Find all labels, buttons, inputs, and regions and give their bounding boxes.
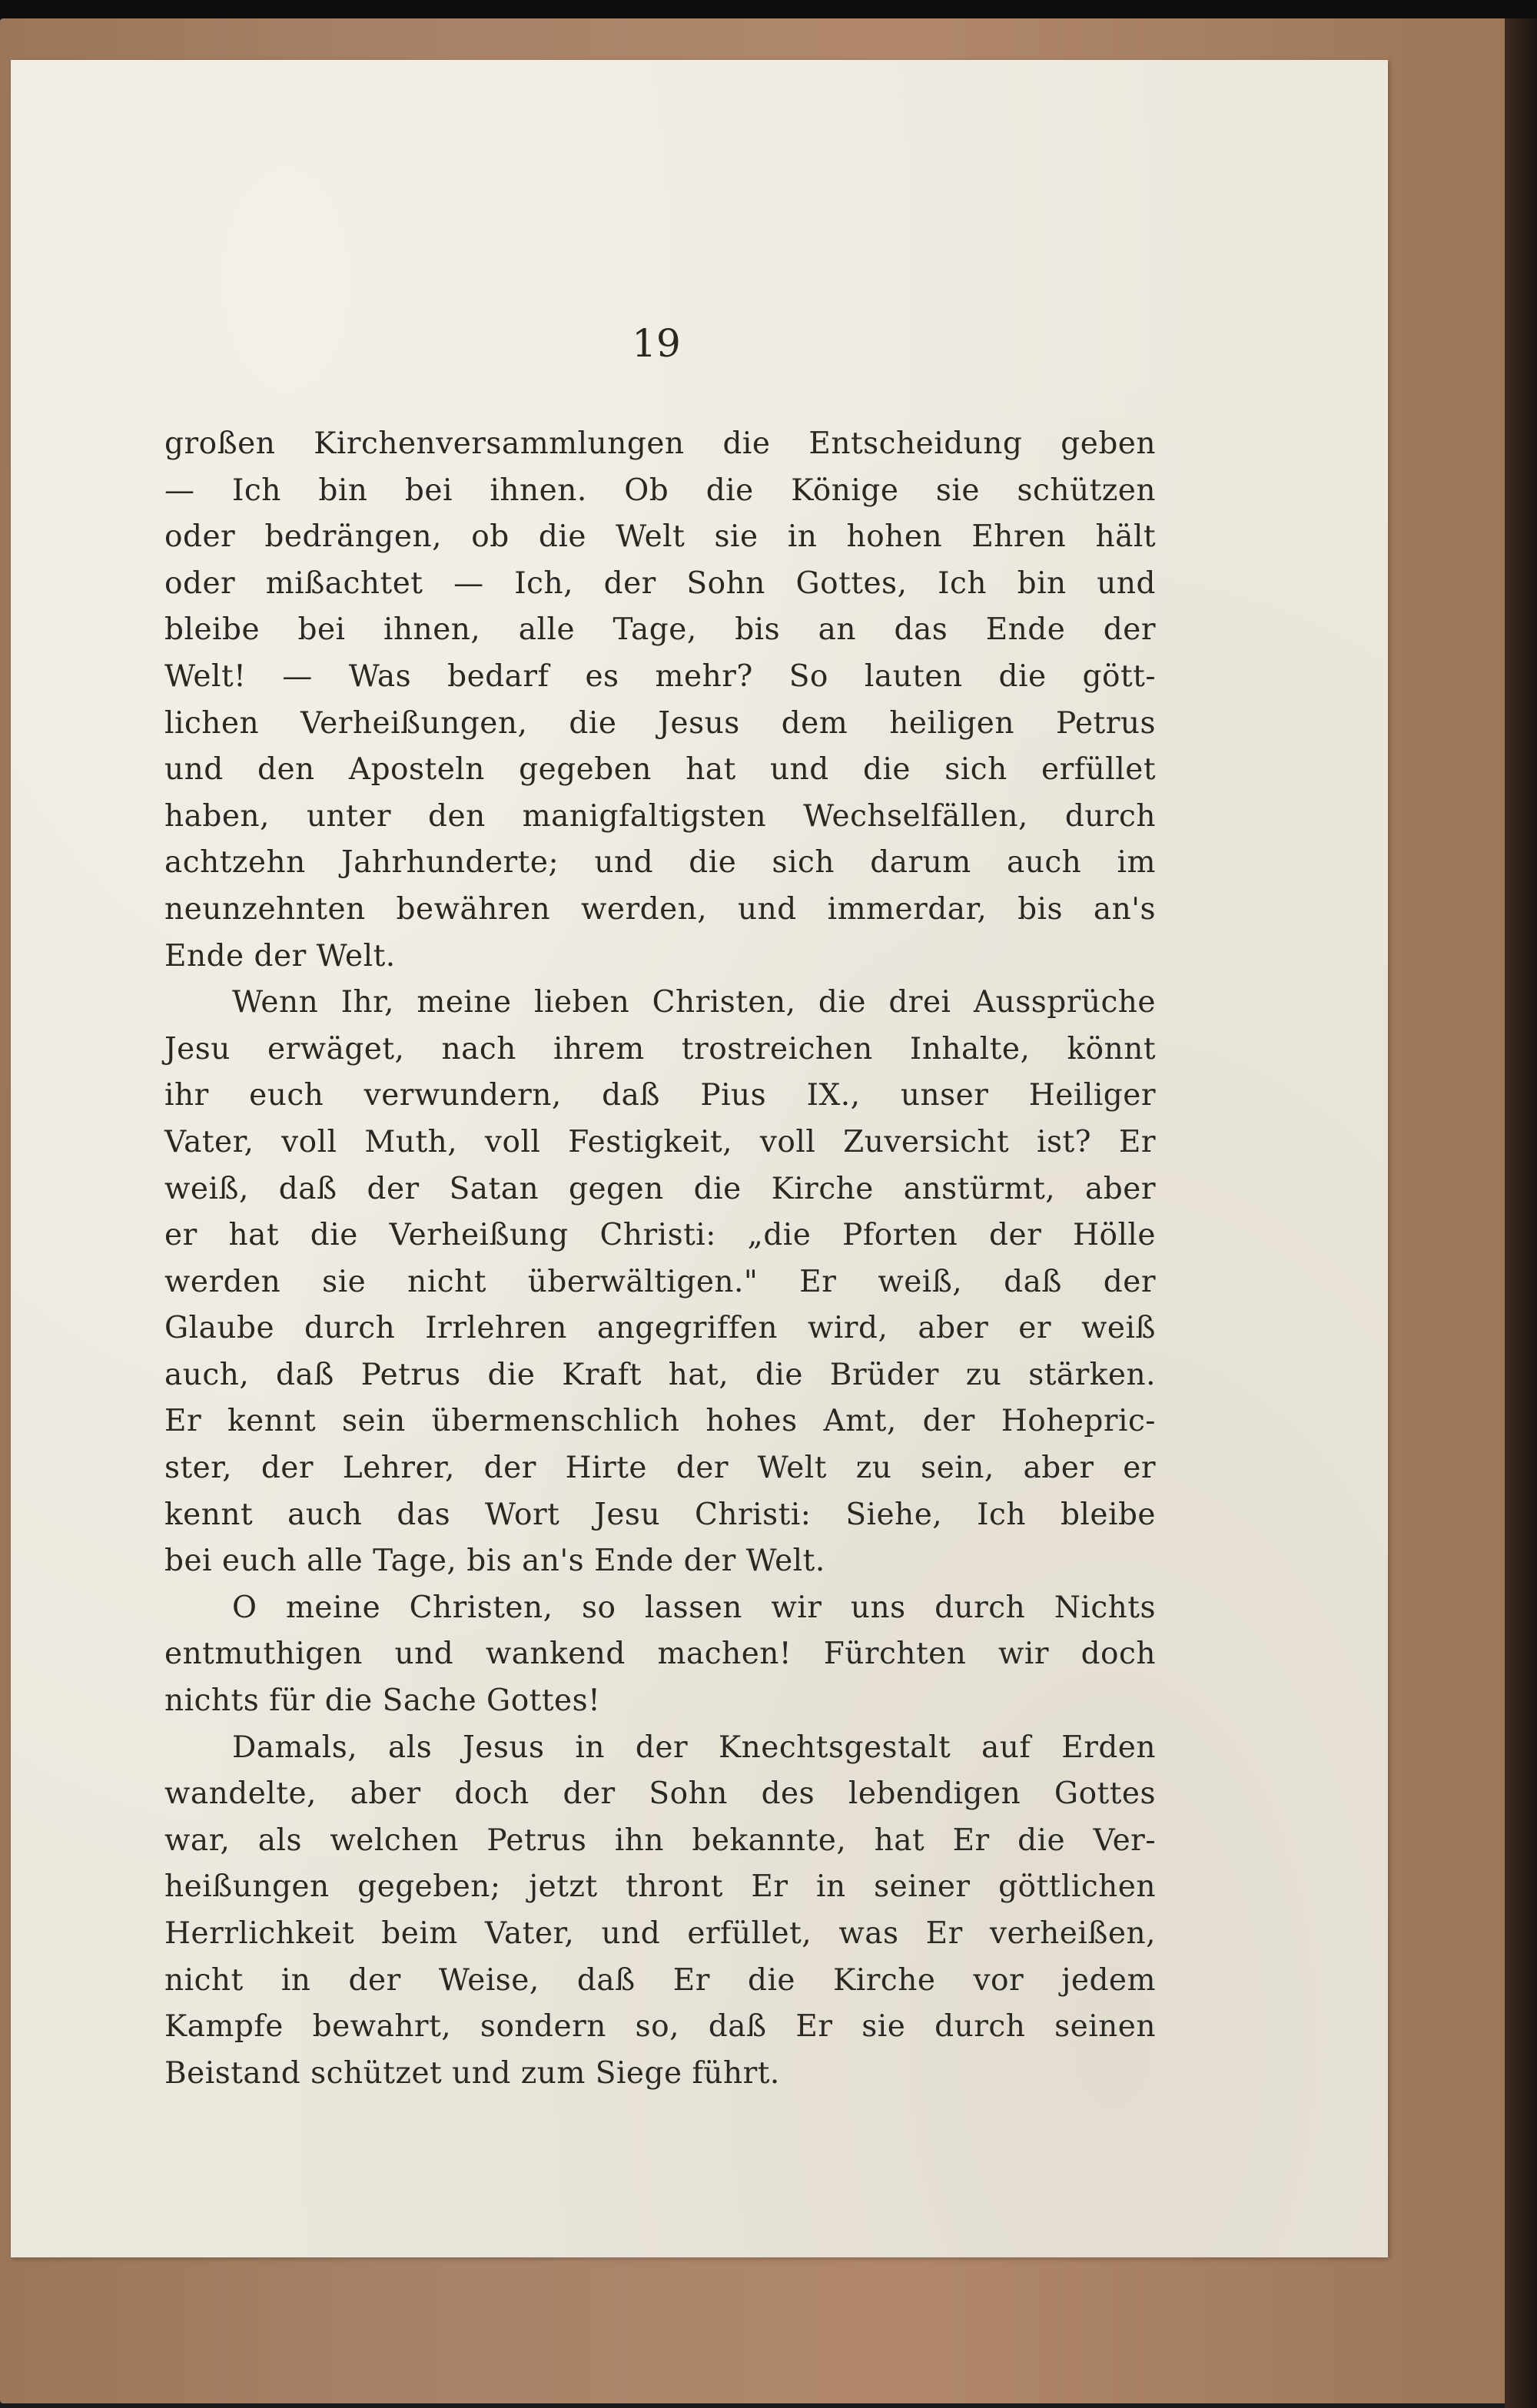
text-line: achtzehn Jahrhunderte; und die sich darum auch im: [164, 845, 1156, 881]
text-line: Er kennt sein übermenschlich hohes Amt, der Hohepric-: [164, 1404, 1156, 1439]
page-sheet: [11, 60, 1388, 2257]
text-line: wandelte, aber doch der Sohn des lebendigen Gottes: [164, 1776, 1156, 1812]
text-line: und den Aposteln gegeben hat und die sich erfüllet: [164, 752, 1156, 788]
text-line: Wenn Ihr, meine lieben Christen, die drei Aussprüche: [232, 985, 1156, 1020]
text-line: Glaube durch Irrlehren angegriffen wird, aber er weiß: [164, 1311, 1156, 1346]
text-line: bleibe bei ihnen, alle Tage, bis an das Ende der: [164, 612, 1156, 648]
text-line: entmuthigen und wankend machen! Fürchten wir doch: [164, 1637, 1156, 1672]
page-number: 19: [632, 321, 681, 366]
text-line: er hat die Verheißung Christi: „die Pforten der Hölle: [164, 1218, 1156, 1253]
text-line: oder mißachtet — Ich, der Sohn Gottes, Ich bin und: [164, 566, 1156, 601]
text-line: O meine Christen, so lassen wir uns durch Nichts: [232, 1590, 1156, 1625]
text-line: weiß, daß der Satan gegen die Kirche anstürmt, aber: [164, 1171, 1156, 1206]
text-line: bei euch alle Tage, bis an's Ende der Welt.: [164, 1544, 825, 1579]
text-line: heißungen gegeben; jetzt thront Er in seiner göttlichen: [164, 1869, 1156, 1905]
text-line: — Ich bin bei ihnen. Ob die Könige sie schützen: [164, 473, 1156, 508]
text-line: Welt! — Was bedarf es mehr? So lauten die gött-: [164, 658, 1156, 694]
text-line: auch, daß Petrus die Kraft hat, die Brüder zu stärken.: [164, 1357, 1156, 1392]
text-line: ster, der Lehrer, der Hirte der Welt zu sein, aber er: [164, 1451, 1156, 1486]
binding-edge: [1505, 18, 1537, 2408]
text-line: Ende der Welt.: [164, 938, 396, 973]
text-line: oder bedrängen, ob die Welt sie in hohen Ehren hält: [164, 519, 1156, 555]
text-line: kennt auch das Wort Jesu Christi: Siehe, Ich bleibe: [164, 1497, 1156, 1532]
text-line: nichts für die Sache Gottes!: [164, 1683, 601, 1719]
text-line: nicht in der Weise, daß Er die Kirche vor jedem: [164, 1962, 1156, 1998]
text-line: Jesu erwäget, nach ihrem trostreichen Inhalte, könnt: [164, 1031, 1156, 1066]
text-line: Damals, als Jesus in der Knechtsgestalt auf Erden: [232, 1730, 1156, 1765]
text-line: Beistand schützet und zum Siege führt.: [164, 2055, 780, 2091]
text-line: großen Kirchenversammlungen die Entscheidung geben: [164, 426, 1156, 461]
text-line: Kampfe bewahrt, sondern so, daß Er sie durch seinen: [164, 2009, 1156, 2045]
body-text: [164, 421, 1156, 2097]
text-line: war, als welchen Petrus ihn bekannte, hat Er die Ver-: [164, 1823, 1156, 1858]
text-line: ihr euch verwundern, daß Pius IX., unser Heiliger: [164, 1078, 1156, 1113]
text-line: lichen Verheißungen, die Jesus dem heiligen Petrus: [164, 705, 1156, 741]
text-line: werden sie nicht überwältigen." Er weiß, daß der: [164, 1264, 1156, 1299]
text-line: haben, unter den manigfaltigsten Wechselfällen, durch: [164, 798, 1156, 834]
text-line: Vater, voll Muth, voll Festigkeit, voll Zuversicht ist? Er: [164, 1124, 1156, 1159]
text-line: neunzehnten bewähren werden, und immerdar, bis an's: [164, 891, 1156, 927]
text-line: Herrlichkeit beim Vater, und erfüllet, was Er verheißen,: [164, 1916, 1156, 1951]
